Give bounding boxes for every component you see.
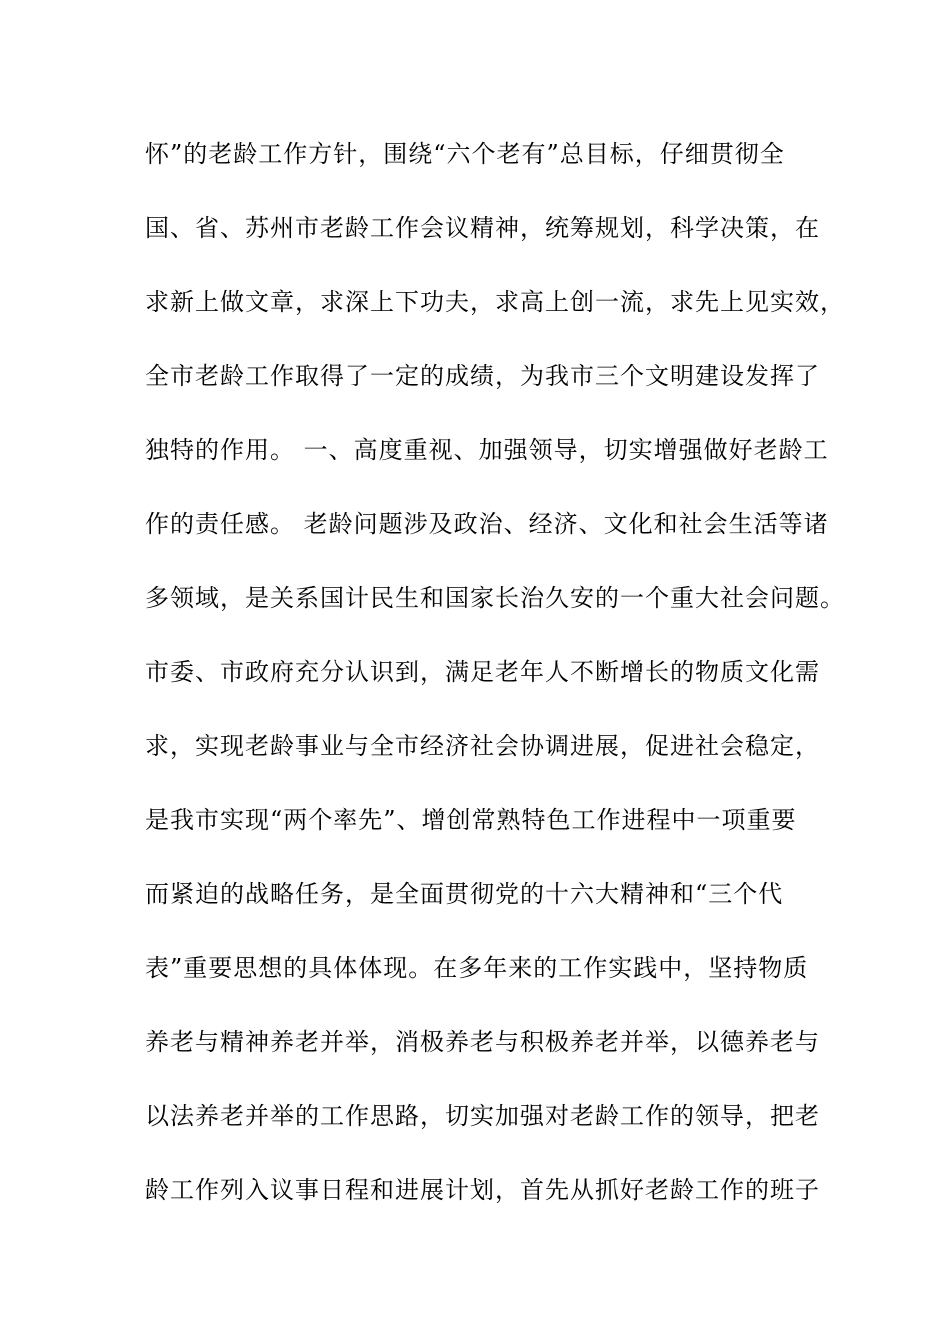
text-line: 龄工作列入议事日程和进展计划，首先从抓好老龄工作的班子 [145, 1176, 820, 1204]
text-line: 养老与精神养老并举，消极养老与积极养老并举，以德养老与 [145, 1028, 820, 1056]
text-line: 国、省、苏州市老龄工作会议精神，统筹规划，科学决策，在 [145, 214, 820, 242]
text-line: 作的责任感。 老龄问题涉及政治、经济、文化和社会生活等诸 [145, 510, 829, 538]
text-line: 独特的作用。 一、高度重视、加强领导，切实增强做好老龄工 [145, 436, 829, 464]
body-text [145, 126, 845, 1236]
text-line: 求新上做文章，求深上下功夫，求高上创一流，求先上见实效， [145, 288, 845, 316]
text-line: 多领域，是关系国计民生和国家长治久安的一个重大社会问题。 [145, 584, 845, 612]
text-line: 市委、市政府充分认识到，满足老年人不断增长的物质文化需 [145, 658, 820, 686]
text-line: 是我市实现“两个率先”、增创常熟特色工作进程中一项重要 [145, 806, 797, 834]
text-line: 而紧迫的战略任务，是全面贯彻党的十六大精神和“三个代 [145, 880, 784, 908]
text-line: 全市老龄工作取得了一定的成绩，为我市三个文明建设发挥了 [145, 362, 820, 390]
text-line: 以法养老并举的工作思路，切实加强对老龄工作的领导，把老 [145, 1102, 820, 1130]
text-line: 表”重要思想的具体体现。在多年来的工作实践中，坚持物质 [145, 954, 809, 982]
text-line: 求，实现老龄事业与全市经济社会协调进展，促进社会稳定， [145, 732, 820, 760]
text-line: 怀”的老龄工作方针，围绕“六个老有”总目标，仔细贯彻全 [145, 140, 785, 168]
